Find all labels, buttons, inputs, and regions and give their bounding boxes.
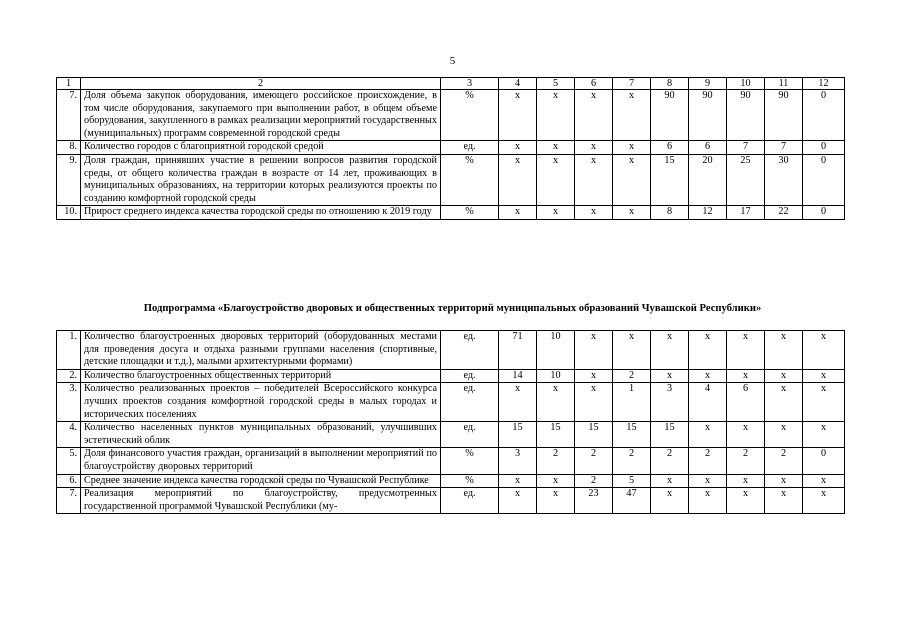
value-cell: 2: [537, 448, 575, 474]
column-number-cell: 3: [441, 78, 499, 90]
unit-cell: %: [441, 448, 499, 474]
column-number-cell: 4: [499, 78, 537, 90]
table-row: [57, 206, 845, 220]
indicators-table-top: [56, 77, 845, 220]
value-cell: x: [499, 90, 537, 141]
table-row: [57, 422, 845, 448]
unit-cell: %: [441, 474, 499, 488]
column-number-cell: 1: [57, 78, 81, 90]
value-cell: 2: [689, 448, 727, 474]
value-cell: 15: [537, 422, 575, 448]
value-cell: 2: [727, 448, 765, 474]
value-cell: x: [689, 331, 727, 370]
column-number-cell: 7: [613, 78, 651, 90]
value-cell: x: [613, 90, 651, 141]
value-cell: x: [537, 474, 575, 488]
unit-cell: ед.: [441, 383, 499, 422]
indicator-name-cell: Доля граждан, принявших участие в решении вопросов развития городской среды, от общего количества граждан в возрасте от 14 лет, проживающих в муниципальных образованиях, на территории которых реализуются проекты по созданию комфортной городской среды: [81, 154, 441, 205]
value-cell: 2: [613, 369, 651, 383]
column-number-cell: 11: [765, 78, 803, 90]
value-cell: x: [803, 383, 845, 422]
unit-cell: ед.: [441, 331, 499, 370]
value-cell: x: [727, 422, 765, 448]
column-number-cell: 6: [575, 78, 613, 90]
value-cell: x: [575, 331, 613, 370]
value-cell: 10: [537, 369, 575, 383]
indicator-name-cell: Доля объема закупок оборудования, имеющего российское происхождение, в том числе оборудования, закупаемого при выполнении работ, в общем объеме оборудования, закупленного в рамках реализации мероприятий государственных (муниципальных) программ современной городской среды: [81, 90, 441, 141]
value-cell: 15: [651, 422, 689, 448]
column-number-cell: 12: [803, 78, 845, 90]
value-cell: x: [537, 90, 575, 141]
value-cell: 1: [613, 383, 651, 422]
column-number-cell: 2: [81, 78, 441, 90]
value-cell: 20: [689, 154, 727, 205]
table-row: [57, 448, 845, 474]
table-row: [57, 383, 845, 422]
value-cell: x: [689, 488, 727, 514]
column-number-cell: 5: [537, 78, 575, 90]
row-number-cell: 6.: [57, 474, 81, 488]
value-cell: 2: [575, 448, 613, 474]
value-cell: x: [803, 422, 845, 448]
value-cell: 0: [803, 90, 845, 141]
value-cell: x: [499, 154, 537, 205]
value-cell: x: [613, 154, 651, 205]
row-number-cell: 4.: [57, 422, 81, 448]
value-cell: 15: [575, 422, 613, 448]
value-cell: 7: [765, 141, 803, 155]
table-row: [57, 488, 845, 514]
row-number-cell: 1.: [57, 331, 81, 370]
value-cell: x: [765, 383, 803, 422]
value-cell: x: [537, 154, 575, 205]
value-cell: x: [727, 488, 765, 514]
unit-cell: %: [441, 206, 499, 220]
indicators-table-subprogram: [56, 330, 845, 514]
table-row: [57, 90, 845, 141]
value-cell: x: [765, 331, 803, 370]
value-cell: x: [499, 383, 537, 422]
value-cell: x: [499, 488, 537, 514]
value-cell: x: [575, 369, 613, 383]
value-cell: 3: [499, 448, 537, 474]
value-cell: x: [765, 422, 803, 448]
value-cell: x: [537, 488, 575, 514]
indicator-name-cell: Количество благоустроенных общественных территорий: [81, 369, 441, 383]
row-number-cell: 7.: [57, 90, 81, 141]
value-cell: 90: [689, 90, 727, 141]
value-cell: 71: [499, 331, 537, 370]
table-row: [57, 141, 845, 155]
value-cell: 30: [765, 154, 803, 205]
row-number-cell: 10.: [57, 206, 81, 220]
value-cell: x: [651, 474, 689, 488]
row-number-cell: 9.: [57, 154, 81, 205]
subprogram-heading: Подпрограмма «Благоустройство дворовых и общественных территорий муниципальных образований Чувашской Республики»: [143, 303, 762, 314]
value-cell: 0: [803, 448, 845, 474]
column-number-row: [57, 78, 845, 90]
indicator-name-cell: Доля финансового участия граждан, организаций в выполнении мероприятий по благоустройству дворовых территорий: [81, 448, 441, 474]
value-cell: x: [727, 474, 765, 488]
value-cell: 2: [575, 474, 613, 488]
value-cell: x: [499, 206, 537, 220]
value-cell: x: [499, 141, 537, 155]
value-cell: 12: [689, 206, 727, 220]
unit-cell: ед.: [441, 422, 499, 448]
value-cell: x: [575, 383, 613, 422]
value-cell: 90: [727, 90, 765, 141]
value-cell: 4: [689, 383, 727, 422]
value-cell: x: [537, 206, 575, 220]
value-cell: 15: [651, 154, 689, 205]
value-cell: 15: [499, 422, 537, 448]
unit-cell: %: [441, 154, 499, 205]
column-number-cell: 9: [689, 78, 727, 90]
value-cell: 90: [651, 90, 689, 141]
value-cell: 15: [613, 422, 651, 448]
value-cell: x: [499, 474, 537, 488]
unit-cell: ед.: [441, 141, 499, 155]
value-cell: 25: [727, 154, 765, 205]
row-number-cell: 2.: [57, 369, 81, 383]
value-cell: 7: [727, 141, 765, 155]
value-cell: x: [765, 488, 803, 514]
indicator-name-cell: Прирост среднего индекса качества городской среды по отношению к 2019 году: [81, 206, 441, 220]
value-cell: 0: [803, 206, 845, 220]
value-cell: 6: [651, 141, 689, 155]
indicator-name-cell: Количество городов с благоприятной городской средой: [81, 141, 441, 155]
value-cell: x: [613, 331, 651, 370]
value-cell: 17: [727, 206, 765, 220]
table-row: [57, 331, 845, 370]
value-cell: 22: [765, 206, 803, 220]
value-cell: x: [803, 474, 845, 488]
value-cell: x: [727, 369, 765, 383]
value-cell: 0: [803, 141, 845, 155]
value-cell: 2: [613, 448, 651, 474]
value-cell: 5: [613, 474, 651, 488]
value-cell: x: [803, 488, 845, 514]
value-cell: 2: [651, 448, 689, 474]
value-cell: 6: [727, 383, 765, 422]
table-row: [57, 369, 845, 383]
unit-cell: %: [441, 90, 499, 141]
indicator-name-cell: Количество благоустроенных дворовых территорий (оборудованных местами для проведения досуга и отдыха разными группами населения (спортивные, детские площадки и т.д.), малыми архитектурными формами): [81, 331, 441, 370]
value-cell: x: [575, 154, 613, 205]
indicator-name-cell: Среднее значение индекса качества городской среды по Чувашской Республике: [81, 474, 441, 488]
indicator-name-cell: Реализация мероприятий по благоустройству, предусмотренных государственной программой Чувашской Республики (му-: [81, 488, 441, 514]
row-number-cell: 3.: [57, 383, 81, 422]
value-cell: x: [651, 488, 689, 514]
value-cell: x: [575, 141, 613, 155]
value-cell: x: [689, 369, 727, 383]
value-cell: x: [803, 369, 845, 383]
value-cell: x: [575, 90, 613, 141]
row-number-cell: 8.: [57, 141, 81, 155]
value-cell: 90: [765, 90, 803, 141]
row-number-cell: 7.: [57, 488, 81, 514]
value-cell: x: [765, 369, 803, 383]
unit-cell: ед.: [441, 369, 499, 383]
value-cell: 6: [689, 141, 727, 155]
value-cell: x: [803, 331, 845, 370]
unit-cell: ед.: [441, 488, 499, 514]
value-cell: x: [689, 422, 727, 448]
value-cell: 3: [651, 383, 689, 422]
value-cell: x: [537, 141, 575, 155]
value-cell: x: [575, 206, 613, 220]
value-cell: x: [651, 331, 689, 370]
value-cell: 10: [537, 331, 575, 370]
column-number-cell: 8: [651, 78, 689, 90]
value-cell: x: [765, 474, 803, 488]
value-cell: x: [689, 474, 727, 488]
indicator-name-cell: Количество реализованных проектов – победителей Всероссийского конкурса лучших проектов создания комфортной городской среды в малых городах и исторических поселениях: [81, 383, 441, 422]
column-number-cell: 10: [727, 78, 765, 90]
value-cell: 2: [765, 448, 803, 474]
page-number: 5: [449, 55, 456, 67]
value-cell: 8: [651, 206, 689, 220]
row-number-cell: 5.: [57, 448, 81, 474]
table-row: [57, 154, 845, 205]
value-cell: x: [651, 369, 689, 383]
indicator-name-cell: Количество населенных пунктов муниципальных образований, улучшивших эстетический облик: [81, 422, 441, 448]
value-cell: x: [727, 331, 765, 370]
value-cell: 47: [613, 488, 651, 514]
value-cell: x: [613, 206, 651, 220]
value-cell: x: [537, 383, 575, 422]
table-row: [57, 474, 845, 488]
value-cell: x: [613, 141, 651, 155]
value-cell: 0: [803, 154, 845, 205]
value-cell: 23: [575, 488, 613, 514]
value-cell: 14: [499, 369, 537, 383]
